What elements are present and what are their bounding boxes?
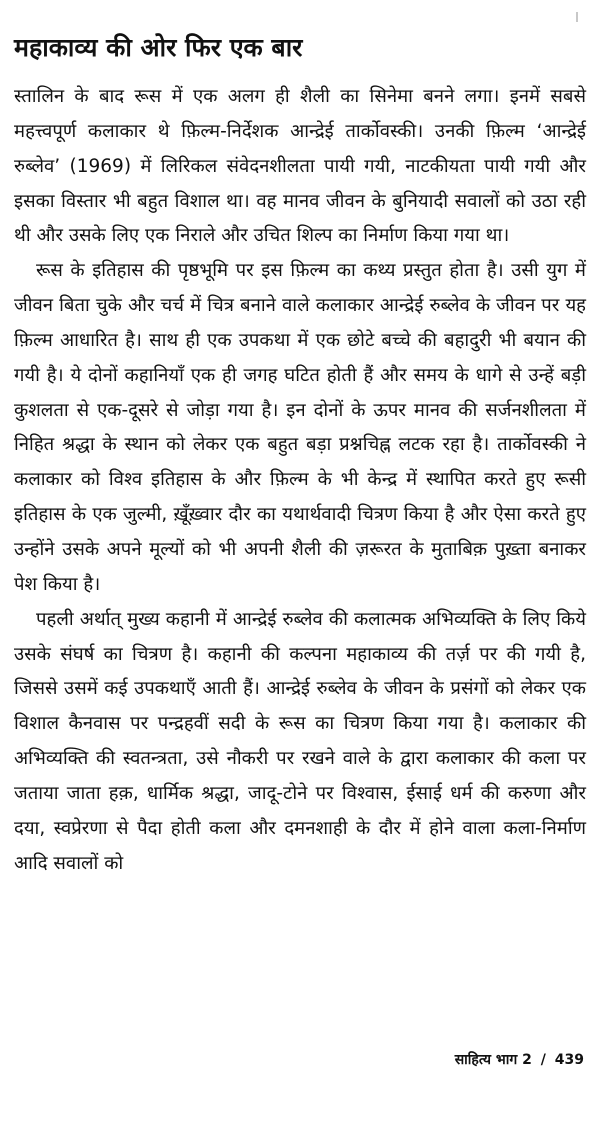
footer-book-title: साहित्य भाग 2 [454, 1052, 532, 1068]
body-text [14, 80, 586, 881]
footer-separator: / [540, 1052, 546, 1068]
paragraph-3: पहली अर्थात् मुख्य कहानी में आन्द्रेई रुब्लेव की कलात्मक अभिव्यक्ति के लिए किये उसके संघर्ष का चित्रण है। कहानी की कल्पना महाकाव्य की तर्ज़ पर की गयी है, जिससे उसमें कई उपकथाएँ आती हैं। आन्द्रेई रुब्लेव के जीवन के प्रसंगों को लेकर एक विशाल कैनवास पर पन्द्रहवीं सदी के रूस का चित्रण किया गया है। कलाकार की अभिव्यक्ति की स्वतन्त्रता, उसे नौकरी पर रखने वाले के द्वारा कलाकार की कला पर जताया जाता हक़, धार्मिक श्रद्धा, जादू-टोने पर विश्वास, ईसाई धर्म की करुणा और दया, स्वप्रेरणा से पैदा होती कला और दमनशाही के दौर में होने वाला कला-निर्माण आदि सवालों को [14, 608, 586, 874]
section-heading: महाकाव्य की ओर फिर एक बार [14, 33, 303, 62]
page-number: 439 [554, 1052, 584, 1068]
paragraph-1: स्तालिन के बाद रूस में एक अलग ही शैली का सिनेमा बनने लगा। इनमें सबसे महत्त्वपूर्ण कलाकार थे फ़िल्म-निर्देशक आन्द्रेई तार्कोवस्की। उनकी फ़िल्म ‘आन्द्रेई रुब्लेव’ (1969) में लिरिकल संवेदनशीलता पायी गयी, नाटकीयता पायी गयी और इसका विस्तार भी बहुत विशाल था। वह मानव जीवन के बुनियादी सवालों को उठा रही थी और उसके लिए एक निराले और उचित शिल्प का निर्माण किया गया था। [14, 86, 586, 247]
scan-mark [576, 12, 578, 22]
paragraph-2: रूस के इतिहास की पृष्ठभूमि पर इस फ़िल्म का कथ्य प्रस्तुत होता है। उसी युग में जीवन बिता चुके और चर्च में चित्र बनाने वाले कलाकार आन्द्रेई रुब्लेव के जीवन पर यह फ़िल्म आधारित है। साथ ही एक उपकथा में एक छोटे बच्चे की बहादुरी भी बयान की गयी है। ये दोनों कहानियाँ एक ही जगह घटित होती हैं और समय के धागे से उन्हें बड़ी कुशलता से एक-दूसरे से जोड़ा गया है। इन दोनों के ऊपर मानव की सर्जनशीलता में निहित श्रद्धा के स्थान को लेकर एक बहुत बड़ा प्रश्नचिह्न लटक रहा है। तार्कोवस्की ने कलाकार को विश्व इतिहास के और फ़िल्म के भी केन्द्र में स्थापित करते हुए रूसी इतिहास के एक जुल्मी, ख़ूँख़्वार दौर का यथार्थवादी चित्रण किया है और ऐसा करते हुए उन्होंने उसके अपने मूल्यों को भी अपनी शैली की ज़रूरत के मुताबिक़ पुख़्ता बनाकर पेश किया है। [14, 260, 586, 595]
page-footer [455, 1050, 584, 1070]
